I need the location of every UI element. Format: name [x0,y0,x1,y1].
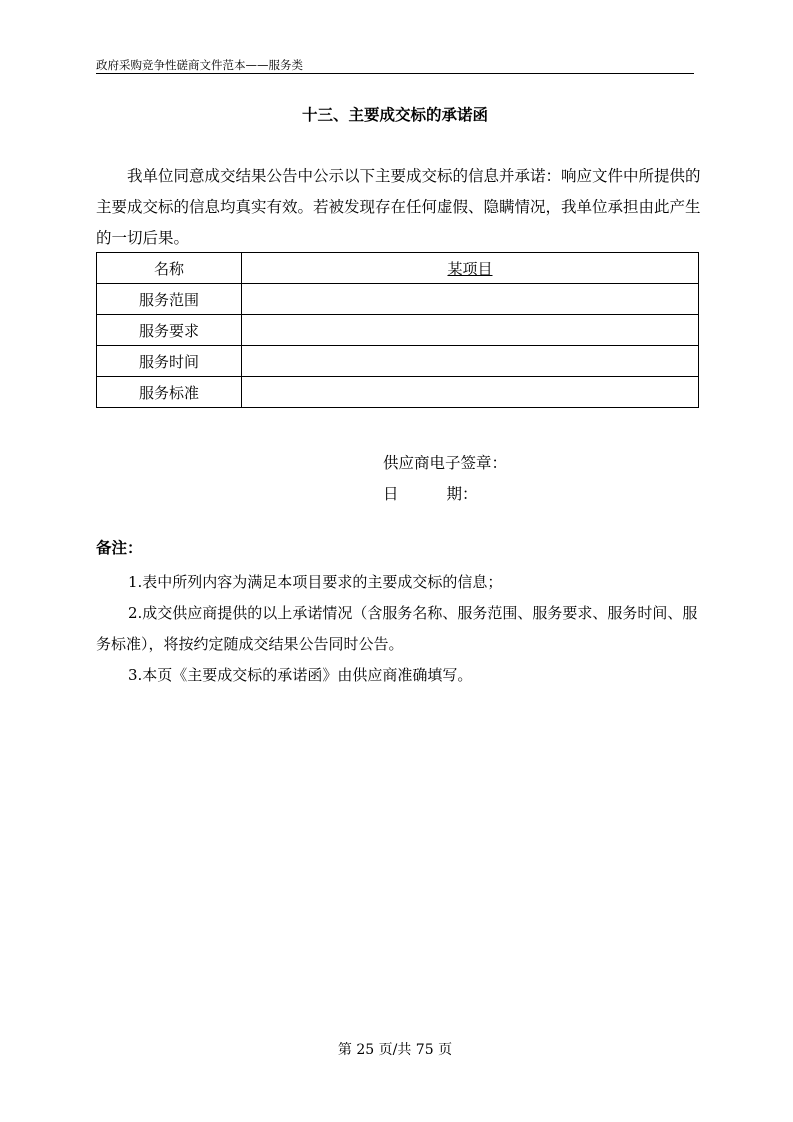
table-row [97,377,699,408]
date-line [383,479,507,510]
row-value-cell[interactable] [242,377,699,408]
notes-title: 备注： [96,539,143,557]
row-label: 服务时间 [97,346,242,377]
page-number: 第 25 页/共 75 页 [337,1042,453,1058]
note-item: 3.本页《主要成交标的承诺函》由供应商准确填写。 [128,666,473,684]
header-divider [96,73,694,74]
commitment-paragraph: 我单位同意成交结果公告中公示以下主要成交标的信息并承诺：响应文件中所提供的主要成交标的信息均真实有效。若被发现存在任何虚假、隐瞒情况，我单位承担由此产生的一切后果。 [96,167,701,247]
table-header-row [97,253,699,284]
project-name: 某项目 [447,259,493,278]
row-label: 服务标准 [97,377,242,408]
commitment-table [96,252,699,408]
row-label: 服务要求 [97,315,242,346]
date-label-1: 日 [383,485,399,503]
row-value-cell[interactable] [242,284,699,315]
supplier-signature-label: 供应商电子签章： [383,454,508,472]
row-label: 服务范围 [97,284,242,315]
table-row [97,346,699,377]
note-item: 2.成交供应商提供的以上承诺情况（含服务名称、服务范围、服务要求、服务时间、服务标准），将按约定随成交结果公告同时公告。 [96,604,698,653]
note-item: 1.表中所列内容为满足本项目要求的主要成交标的信息； [128,573,503,591]
name-column-header: 名称 [97,253,242,284]
row-value-cell[interactable] [242,315,699,346]
signature-block [383,448,507,510]
notes-list [96,567,701,691]
running-header: 政府采购竞争性磋商文件范本——服务类 [96,58,303,72]
row-value-cell[interactable] [242,346,699,377]
table-row [97,284,699,315]
project-name-header [242,253,699,284]
table-row [97,315,699,346]
page-title: 十三、主要成交标的承诺函 [301,106,488,124]
date-label-2: 期： [446,485,478,503]
